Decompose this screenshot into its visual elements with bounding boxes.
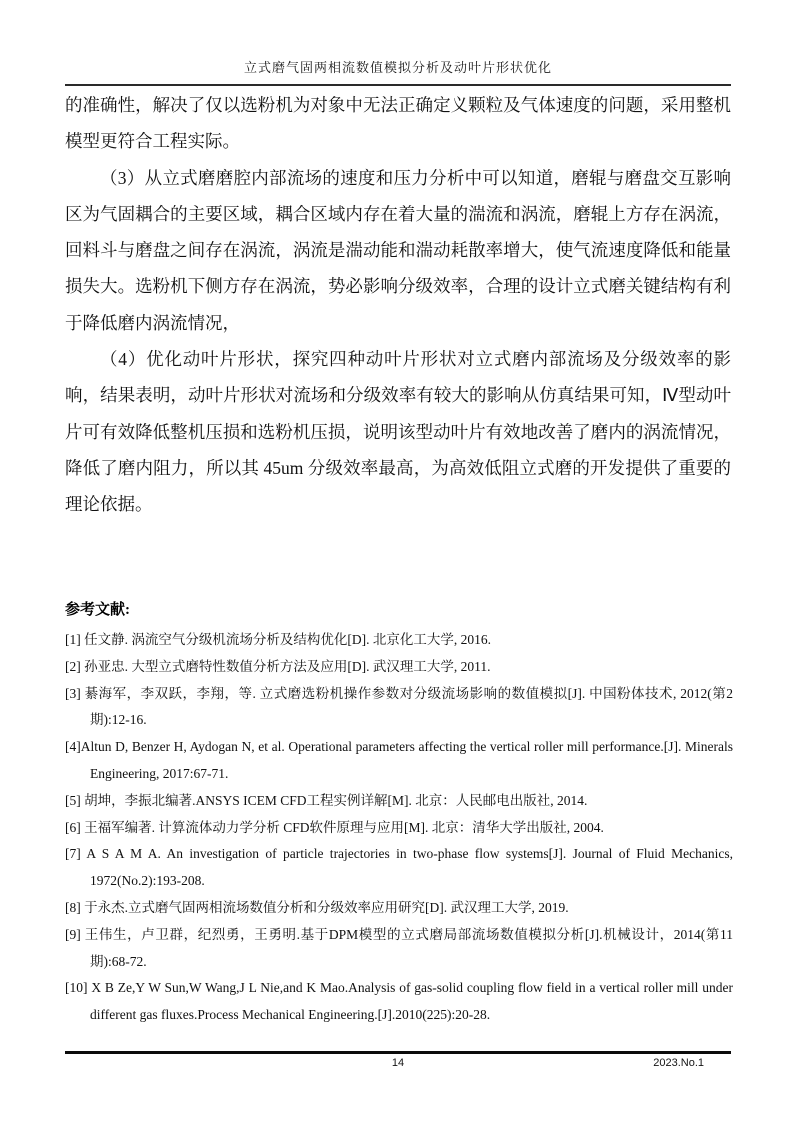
body-paragraph: 的准确性，解决了仅以选粉机为对象中无法正确定义颗粒及气体速度的问题，采用整机模型更符合工程实际。 — [65, 95, 731, 152]
issue-label: 2023.No.1 — [653, 1057, 704, 1069]
body-paragraph: （3）从立式磨磨腔内部流场的速度和压力分析中可以知道，磨辊与磨盘交互影响区为气固耦合的主要区域，耦合区域内存在着大量的湍流和涡流，磨辊上方存在涡流，回料斗与磨盘之间存在涡流，涡流是湍动能和湍动耗散率增大，使气流速度降低和能量损失大。选粉机下侧方存在涡流，势必影响分级效率，合理的设计立式磨关键结构有利于降低磨内涡流情况， — [65, 167, 731, 333]
page-number: 14 — [391, 1057, 405, 1069]
reference-item: [9] 王伟生，卢卫群，纪烈勇，王勇明.基于DPM模型的立式磨局部流场数值模拟分析[J].机械设计，2014(第11期):68-72. — [65, 926, 733, 969]
references-section — [65, 598, 733, 1029]
reference-item: [2] 孙亚忠. 大型立式磨特性数值分析方法及应用[D]. 武汉理工大学, 2011. — [65, 658, 491, 674]
reference-item: [3] 綦海军，李双跃，李翔，等. 立式磨选粉机操作参数对分级流场影响的数值模拟[J]. 中国粉体技术, 2012(第2期):12-16. — [65, 685, 733, 728]
reference-item: [10] X B Ze,Y W Sun,W Wang,J L Nie,and K Mao.Analysis of gas-solid coupling flow field in a vertical roller mill under different gas fluxes.Process Mechanical Engineering.[J].2010(225):20-28. — [65, 980, 733, 1023]
reference-item: [4]Altun D, Benzer H, Aydogan N, et al. Operational parameters affecting the vertical roller mill performance.[J]. Minerals Engineering, 2017:67-71. — [65, 739, 733, 781]
references-heading: 参考文献: — [65, 602, 130, 618]
body-paragraph: （4）优化动叶片形状，探究四种动叶片形状对立式磨内部流场及分级效率的影响，结果表明，动叶片形状对流场和分级效率有较大的影响从仿真结果可知，Ⅳ型动叶片可有效降低整机压损和选粉机压损，说明该型动叶片有效地改善了磨内的涡流情况，降低了磨内阻力，所以其 45um 分级效率最高，为高效低阻立式磨的开发提供了重要的理论依据。 — [65, 349, 731, 515]
reference-item: [5] 胡坤，李振北编著.ANSYS ICEM CFD工程实例详解[M]. 北京：人民邮电出版社, 2014. — [65, 792, 588, 808]
page-header — [65, 57, 731, 86]
page-footer — [65, 1051, 731, 1073]
footer-row — [65, 1057, 731, 1073]
reference-item: [7] A S A M A. An investigation of particle trajectories in two-phase flow systems[J]. Journal of Fluid Mechanics, 1972(No.2):193-208. — [65, 846, 733, 889]
body-text — [65, 87, 731, 523]
reference-item: [6] 王福军编著. 计算流体动力学分析 CFD软件原理与应用[M]. 北京：清华大学出版社, 2004. — [65, 819, 604, 835]
reference-item: [8] 于永杰.立式磨气固两相流场数值分析和分级效率应用研究[D]. 武汉理工大学, 2019. — [65, 899, 569, 915]
reference-item: [1] 任文静. 涡流空气分级机流场分析及结构优化[D]. 北京化工大学, 2016. — [65, 632, 491, 647]
running-title: 立式磨气固两相流数值模拟分析及动叶片形状优化 — [243, 60, 552, 75]
